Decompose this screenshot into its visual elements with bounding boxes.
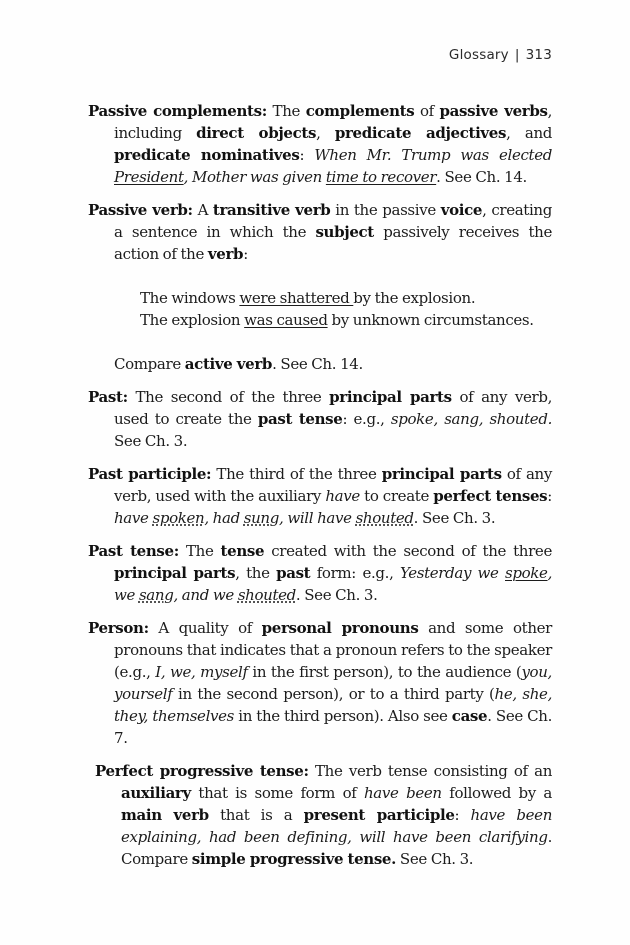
header-separator: | [514, 47, 520, 63]
glossary-entry-past-tense [88, 540, 552, 606]
text-run: A [192, 201, 213, 219]
text-run: in the second person), or to a third party ( [172, 685, 495, 703]
example-text: , had [204, 509, 244, 527]
glossary-term-reference: personal pronouns [261, 619, 419, 637]
text-run: in the passive [330, 201, 441, 219]
example-text: time to recover [325, 168, 437, 186]
glossary-term-reference: predicate nominatives [114, 146, 300, 164]
glossary-term-reference: passive verbs [439, 102, 548, 120]
text-run: , creating a sentence in which the [114, 201, 552, 241]
glossary-term-reference: past [276, 564, 311, 582]
page-number: 313 [525, 47, 552, 63]
glossary-term-reference: tense [220, 542, 265, 560]
text-run: . See Ch. 14. [436, 168, 527, 186]
entry-definition [88, 199, 552, 265]
text-run: See Ch. 3. [114, 432, 188, 450]
text-run: of any verb, used to create the [114, 388, 552, 428]
entry-definition [88, 100, 552, 188]
glossary-term-reference: verb [207, 245, 244, 263]
text-run: . See Ch. 14. [272, 355, 363, 373]
underlined-verb: was caused [244, 311, 328, 329]
glossary-term-reference: direct objects [196, 124, 317, 142]
entry-term: Perfect progressive tense: [95, 762, 309, 780]
glossary-term-reference: past tense [257, 410, 343, 428]
text-run: in the first person), to the audience ( [247, 663, 522, 681]
glossary-entry-passive-verb [88, 199, 552, 375]
example-text: , and we [173, 586, 238, 604]
text-run: by the explosion. [353, 289, 476, 307]
entry-definition [95, 760, 552, 870]
example-text: have been [364, 784, 442, 802]
text-run: The [266, 102, 306, 120]
example-text: , we [114, 564, 552, 604]
glossary-entry-passive-complements [88, 100, 552, 188]
entry-term: Past participle: [88, 465, 212, 483]
text-run: followed by a [441, 784, 553, 802]
example-text: shouted [355, 509, 414, 527]
glossary-term-reference: main verb [121, 806, 209, 824]
text-run: : [299, 146, 315, 164]
entry-definition [88, 386, 552, 452]
example-text: I, we, myself [155, 663, 248, 681]
glossary-term-reference: present participle [303, 806, 455, 824]
example-text: Yesterday we [399, 564, 505, 582]
glossary-entry-person [88, 617, 552, 749]
glossary-term-reference: active verb [184, 355, 273, 373]
text-run: . See Ch. 3. [413, 509, 496, 527]
text-run: and some other pronouns that indicates that a pronoun refers to the speaker (e.g., [114, 619, 553, 681]
entry-term: Passive verb: [88, 201, 193, 219]
glossary-entry-past [88, 386, 552, 452]
example-text: have been explaining, had been defining, will have been clarifying [121, 806, 553, 846]
entry-term: Past tense: [88, 542, 179, 560]
text-run: that is a [208, 806, 304, 824]
text-run: form: e.g., [310, 564, 400, 582]
glossary-entry-perfect-progressive-tense [88, 760, 552, 870]
glossary-entry-past-participle [88, 463, 552, 529]
text-run: Compare [114, 355, 185, 373]
text-run: : e.g., [342, 410, 391, 428]
text-run: The [178, 542, 221, 560]
glossary-term-reference: principal parts [329, 388, 452, 406]
section-title: Glossary [448, 47, 509, 63]
text-run: of any verb, used with the auxiliary [114, 465, 552, 505]
glossary-term-reference: transitive verb [212, 201, 331, 219]
example-text: President [114, 168, 184, 186]
example-sentence [88, 309, 552, 331]
glossary-term-reference: auxiliary [121, 784, 191, 802]
text-run: The second of the three [127, 388, 330, 406]
glossary-entries [88, 100, 552, 881]
glossary-term-reference: subject [315, 223, 374, 241]
text-run: : [454, 806, 471, 824]
glossary-term-reference: case [451, 707, 488, 725]
entry-definition [88, 540, 552, 606]
example-text: you, yourself [114, 663, 552, 703]
example-text: spoken [152, 509, 205, 527]
text-run: : [243, 245, 248, 263]
text-run: that is some form of [190, 784, 364, 802]
text-run: , [316, 124, 335, 142]
example-text: he, she, they, themselves [114, 685, 552, 725]
glossary-term-reference: voice [440, 201, 483, 219]
text-run: The third of the three [211, 465, 382, 483]
text-run: . Compare [121, 828, 552, 868]
example-sentence [88, 287, 552, 309]
text-run: The verb tense consisting of an [308, 762, 553, 780]
text-run: A quality of [148, 619, 262, 637]
text-run: by unknown circumstances. [327, 311, 534, 329]
text-run: , the [235, 564, 277, 582]
entry-term: Passive complements: [88, 102, 267, 120]
glossary-term-reference: simple progressive tense. [191, 850, 397, 868]
example-text: shouted [237, 586, 296, 604]
example-text: have [325, 487, 360, 505]
entry-definition [88, 463, 552, 529]
entry-term: Person: [88, 619, 149, 637]
glossary-term-reference: perfect tenses [433, 487, 548, 505]
glossary-term-reference: principal parts [114, 564, 236, 582]
text-run: The explosion [140, 311, 245, 329]
text-run: The windows [140, 289, 240, 307]
text-run: of [414, 102, 440, 120]
glossary-term-reference: complements [305, 102, 415, 120]
glossary-term-reference: predicate adjectives [334, 124, 507, 142]
text-run: See Ch. 3. [396, 850, 474, 868]
example-text: , Mother was given [183, 168, 326, 186]
example-text: spoke, sang, shouted. [390, 410, 552, 428]
example-text: spoke [505, 564, 548, 582]
text-run: in the third person). Also see [234, 707, 452, 725]
text-run: : [547, 487, 552, 505]
example-text: have [114, 509, 153, 527]
text-run: . See Ch. 3. [295, 586, 378, 604]
text-run: , including [114, 102, 553, 142]
text-run: , and [506, 124, 553, 142]
example-text: sung [243, 509, 279, 527]
text-run: . See Ch. 7. [114, 707, 552, 747]
example-text: When Mr. Trump was elected [314, 146, 552, 164]
cross-reference-note [88, 353, 552, 375]
entry-term: Past: [88, 388, 128, 406]
text-run: to create [359, 487, 434, 505]
entry-definition [88, 617, 552, 749]
underlined-verb: were shattered [239, 289, 354, 307]
text-run: created with the second of the three [264, 542, 552, 560]
text-run: passively receives the action of the [114, 223, 552, 263]
example-text: sang [138, 586, 174, 604]
glossary-term-reference: principal parts [381, 465, 502, 483]
example-text: , will have [279, 509, 356, 527]
running-head [449, 47, 552, 63]
